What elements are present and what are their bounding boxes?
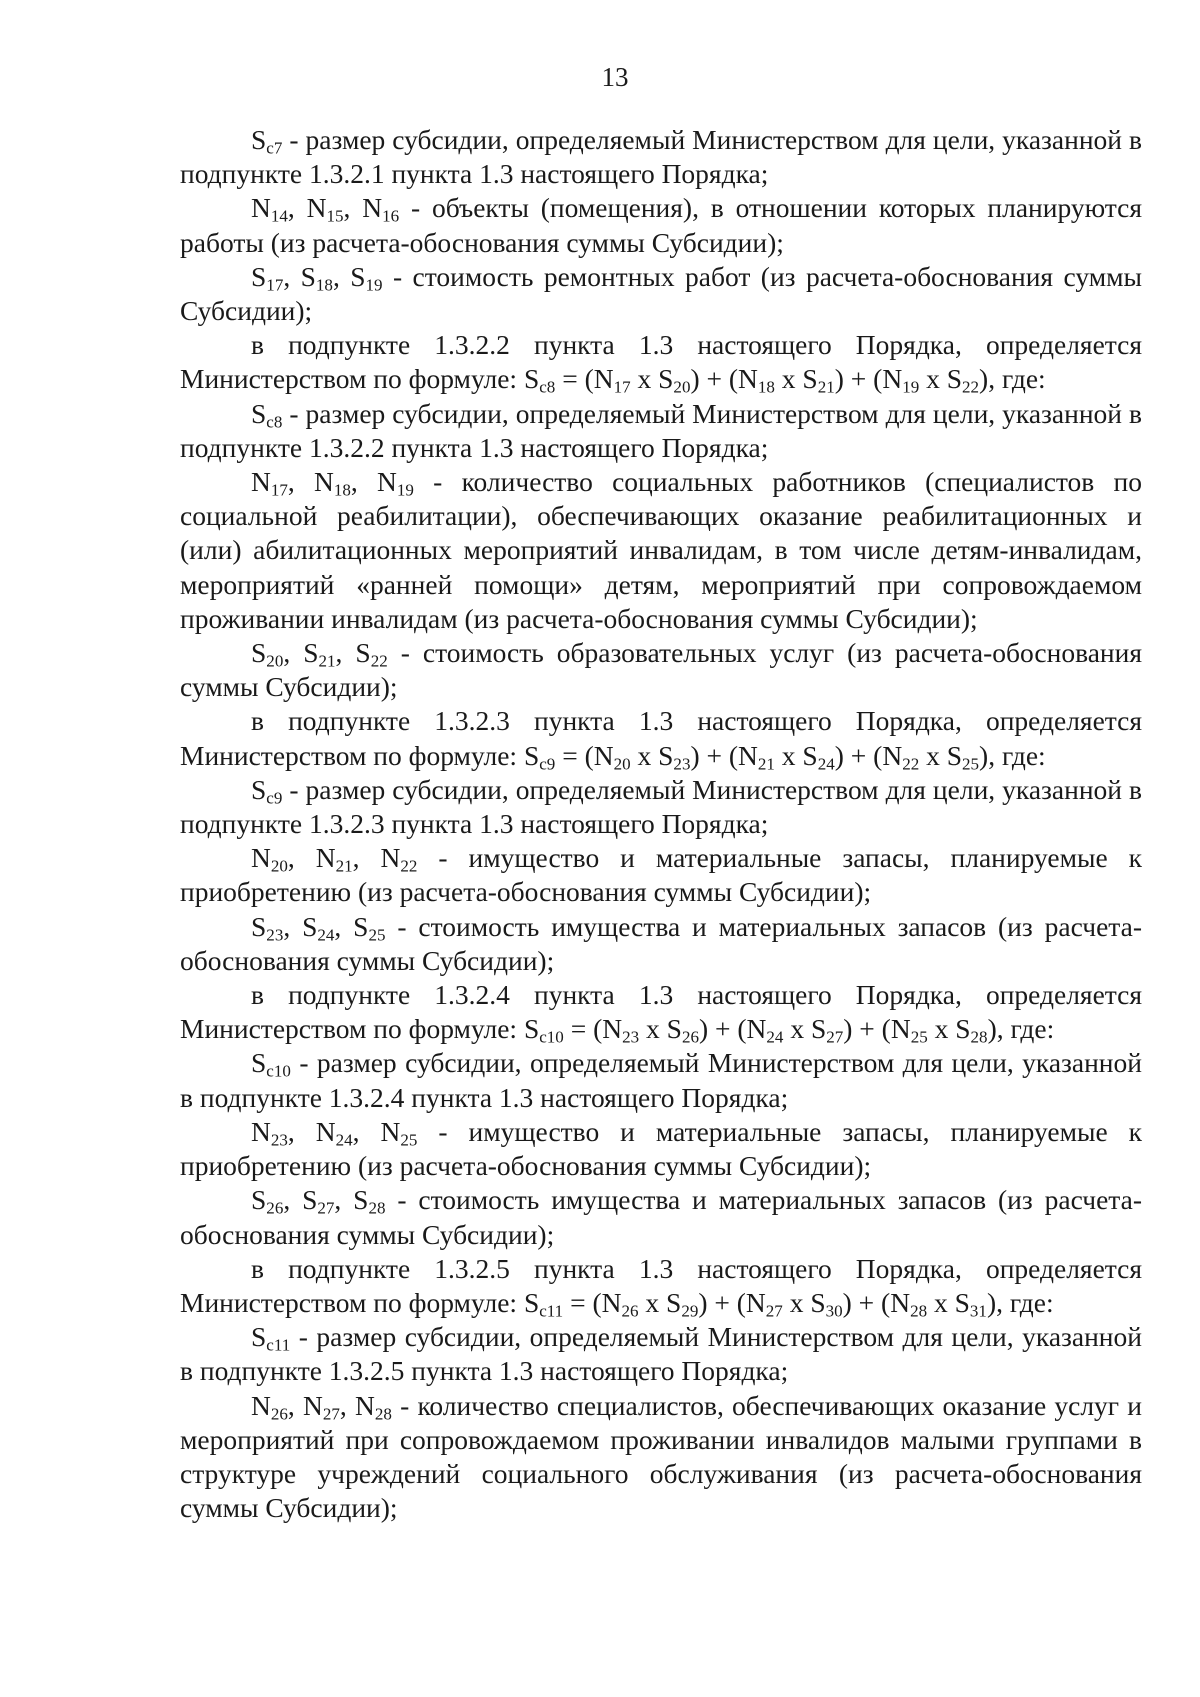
paragraph — [180, 773, 1142, 841]
subscript: 20 — [673, 377, 691, 397]
subscript: 25 — [400, 1130, 418, 1150]
subscript: 14 — [270, 206, 288, 226]
subscript: 19 — [365, 275, 383, 295]
text-run: ) + (N — [842, 1286, 911, 1318]
text-run: , N — [287, 842, 336, 874]
text-run: - размер субсидии, определяемый Министерством для цели, указанной в подпункте 1.3.2.4 пункта 1.3 настоящего Порядка; — [180, 1047, 1142, 1113]
text-run: N — [251, 842, 271, 874]
document-body — [180, 123, 1142, 1525]
text-run: ) + (N — [834, 363, 903, 395]
text-run: в подпункте 1.3.2.2 пункта 1.3 настоящего Порядка, определяется Министерством по формуле: S — [180, 329, 1142, 395]
subscript: 28 — [970, 1027, 988, 1047]
text-run: , S — [283, 260, 316, 292]
subscript: 19 — [902, 377, 920, 397]
text-run: S — [251, 910, 267, 942]
subscript: 25 — [910, 1027, 928, 1047]
paragraph — [180, 397, 1142, 465]
text-run: = (N — [563, 1286, 622, 1318]
text-run: , S — [335, 637, 371, 669]
subscript: c10 — [266, 1061, 291, 1081]
paragraph — [180, 123, 1142, 191]
subscript: 21 — [335, 856, 353, 876]
subscript: 20 — [266, 651, 284, 671]
text-run: - имущество и материальные запасы, планируемые к приобретению (из расчета-обоснования суммы Субсидии); — [180, 1115, 1142, 1182]
text-run: , S — [332, 260, 366, 292]
text-run: ), где: — [979, 739, 1046, 771]
text-run: , N — [343, 192, 383, 224]
subscript: 26 — [266, 1198, 284, 1218]
text-run: , S — [283, 1184, 318, 1216]
text-run: S — [251, 260, 267, 292]
paragraph — [180, 841, 1142, 909]
paragraph — [180, 1046, 1142, 1114]
subscript: 18 — [757, 377, 775, 397]
text-run: ) + (N — [698, 1286, 766, 1318]
subscript: 17 — [266, 275, 284, 295]
subscript: 24 — [317, 924, 335, 944]
text-run: N — [251, 192, 271, 224]
paragraph — [180, 1115, 1142, 1183]
subscript: 29 — [681, 1301, 699, 1321]
subscript: 22 — [962, 377, 980, 397]
text-run: x S — [774, 739, 818, 771]
text-run: x S — [639, 1013, 682, 1045]
subscript: 24 — [817, 753, 835, 773]
subscript: 27 — [317, 1198, 335, 1218]
text-run: ) + (N — [690, 739, 758, 771]
text-run: в подпункте 1.3.2.4 пункта 1.3 настоящего Порядка, определяется Министерством по формуле: S — [180, 979, 1142, 1045]
subscript: 18 — [315, 275, 333, 295]
subscript: 24 — [335, 1130, 353, 1150]
subscript: 17 — [613, 377, 631, 397]
paragraph — [180, 978, 1142, 1046]
text-run: S — [251, 124, 267, 155]
subscript: 23 — [270, 1130, 288, 1150]
text-run: , N — [339, 1389, 375, 1421]
text-run: S — [251, 773, 267, 805]
text-run: - стоимость имущества и материальных запасов (из расчета-обоснования суммы Субсидии); — [180, 1184, 1142, 1250]
text-run: , N — [352, 842, 401, 874]
subscript: 16 — [382, 206, 400, 226]
subscript: 18 — [333, 480, 351, 500]
subscript: c9 — [266, 788, 283, 808]
text-run: в подпункте 1.3.2.3 пункта 1.3 настоящего Порядка, определяется Министерством по формуле: S — [180, 705, 1142, 771]
subscript: 28 — [368, 1198, 386, 1218]
text-run: N — [251, 1115, 271, 1147]
subscript: 28 — [910, 1301, 928, 1321]
text-run: = (N — [563, 1013, 623, 1045]
paragraph — [180, 1320, 1142, 1388]
subscript: 20 — [270, 856, 288, 876]
subscript: 26 — [621, 1301, 639, 1321]
subscript: c7 — [266, 138, 283, 158]
text-run: S — [251, 1321, 267, 1353]
subscript: 21 — [817, 377, 835, 397]
subscript: c11 — [539, 1301, 564, 1321]
text-run: x S — [919, 363, 963, 395]
text-run: x S — [919, 739, 963, 771]
paragraph — [180, 260, 1142, 328]
text-run: - размер субсидии, определяемый Министерством для цели, указанной в подпункте 1.3.2.5 пункта 1.3 настоящего Порядка; — [180, 1321, 1142, 1387]
text-run: - объекты (помещения), в отношении которых планируются работы (из расчета-обоснования суммы Субсидии); — [180, 192, 1142, 258]
subscript: 17 — [270, 480, 288, 500]
subscript: c8 — [539, 377, 556, 397]
text-run: - стоимость образовательных услуг (из расчета-обоснования суммы Субсидии); — [180, 637, 1143, 703]
text-run: = (N — [555, 739, 614, 771]
text-run: , N — [287, 192, 327, 224]
text-run: - количество специалистов, обеспечивающих оказание услуг и мероприятий при сопровождаемом проживании инвалидов малыми группами в структуре учреждений социального обслуживания (из расчета-обоснования суммы Субсидии); — [180, 1389, 1142, 1524]
subscript: 19 — [396, 480, 414, 500]
text-run: - имущество и материальные запасы, планируемые к приобретению (из расчета-обоснования суммы Субсидии); — [180, 842, 1142, 908]
paragraph — [180, 636, 1142, 704]
text-run: x S — [782, 1286, 826, 1318]
subscript: 30 — [825, 1301, 843, 1321]
text-run: , S — [334, 1184, 369, 1216]
subscript: c11 — [266, 1335, 291, 1355]
subscript: 25 — [368, 924, 386, 944]
text-run: , S — [283, 637, 319, 669]
subscript: 24 — [766, 1027, 784, 1047]
text-run: - размер субсидии, определяемый Министерством для цели, указанной в подпункте 1.3.2.3 пункта 1.3 настоящего Порядка; — [180, 773, 1142, 840]
subscript: 22 — [400, 856, 418, 876]
text-run: - стоимость ремонтных работ (из расчета-обоснования суммы Субсидии); — [180, 260, 1142, 327]
text-run: x S — [630, 363, 674, 395]
paragraph — [180, 465, 1142, 636]
text-run: S — [251, 397, 267, 429]
paragraph — [180, 910, 1142, 978]
paragraph — [180, 328, 1142, 396]
subscript: 21 — [757, 753, 775, 773]
subscript: 22 — [370, 651, 388, 671]
text-run: S — [251, 1184, 267, 1216]
text-run: , S — [283, 910, 318, 942]
text-run: ), где: — [979, 363, 1046, 395]
text-run: x S — [638, 1286, 682, 1318]
paragraph — [180, 1252, 1142, 1320]
text-run: S — [251, 637, 267, 669]
text-run: - стоимость имущества и материальных запасов (из расчета-обоснования суммы Субсидии); — [180, 910, 1142, 976]
paragraph — [180, 191, 1142, 259]
subscript: 21 — [318, 651, 336, 671]
subscript: 31 — [969, 1301, 987, 1321]
paragraph — [180, 704, 1142, 772]
text-run: N — [251, 1389, 271, 1421]
text-run: ) + (N — [698, 1013, 767, 1045]
subscript: c10 — [539, 1027, 564, 1047]
text-run: - размер субсидии, определяемый Министерством для цели, указанной в подпункте 1.3.2.2 пункта 1.3 настоящего Порядка; — [180, 397, 1142, 463]
text-run: , N — [350, 466, 397, 498]
subscript: 23 — [673, 753, 691, 773]
text-run: x S — [927, 1286, 970, 1318]
paragraph — [180, 1389, 1142, 1526]
text-run: x S — [630, 739, 674, 771]
text-run: - размер субсидии, определяемый Министерством для цели, указанной в подпункте 1.3.2.1 пункта 1.3 настоящего Порядка; — [180, 124, 1142, 190]
subscript: 26 — [681, 1027, 699, 1047]
text-run: x S — [783, 1013, 827, 1045]
subscript: 15 — [326, 206, 344, 226]
subscript: 28 — [374, 1403, 392, 1423]
subscript: 25 — [962, 753, 980, 773]
text-run: = (N — [555, 363, 614, 395]
subscript: c8 — [266, 411, 283, 431]
text-run: ) + (N — [690, 363, 758, 395]
subscript: 26 — [270, 1403, 288, 1423]
paragraph — [180, 1183, 1142, 1251]
text-run: , N — [352, 1115, 401, 1147]
text-run: , N — [287, 1389, 323, 1421]
subscript: c9 — [539, 753, 556, 773]
text-run: ), где: — [987, 1013, 1055, 1045]
text-run: ) + (N — [834, 739, 903, 771]
text-run: ), где: — [986, 1286, 1054, 1318]
text-run: , N — [287, 466, 334, 498]
subscript: 27 — [826, 1027, 844, 1047]
subscript: 22 — [902, 753, 920, 773]
page-number: 13 — [601, 62, 629, 92]
text-run: в подпункте 1.3.2.5 пункта 1.3 настоящего Порядка, определяется Министерством по формуле: S — [180, 1252, 1142, 1318]
subscript: 23 — [266, 924, 284, 944]
subscript: 27 — [765, 1301, 783, 1321]
subscript: 27 — [322, 1403, 340, 1423]
text-run: N — [251, 466, 271, 498]
text-run: S — [251, 1047, 267, 1079]
text-run: - количество социальных работников (специалистов по социальной реабилитации), обеспечивающих оказание реабилитационных и (или) абилитационных мероприятий инвалидам, в том числе детям-инвалидам, мероприятий «ранней помощи» детям, мероприятий при сопровождаемом проживании инвалидам (из расчета-обоснования суммы Субсидии); — [180, 466, 1142, 634]
subscript: 23 — [622, 1027, 640, 1047]
text-run: , N — [287, 1115, 336, 1147]
text-run: , S — [334, 910, 369, 942]
text-run: ) + (N — [843, 1013, 911, 1045]
text-run: x S — [927, 1013, 971, 1045]
subscript: 20 — [613, 753, 631, 773]
text-run: x S — [774, 363, 818, 395]
